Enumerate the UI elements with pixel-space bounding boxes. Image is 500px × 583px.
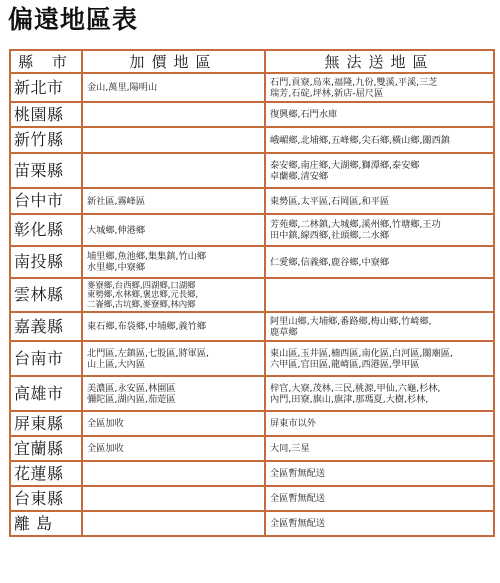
no-delivery-cell: 全區暫無配送	[270, 518, 326, 529]
no-delivery-cell: 屏東市以外	[270, 418, 316, 429]
surcharge-cell: 新社區,霧峰區	[87, 195, 146, 207]
no-delivery-cell: 東山區,玉井區,楠西區,南化區,白河區,關廟區, 六甲區,官田區,龍崎區,西港區,學甲區	[270, 347, 453, 370]
table-row	[10, 188, 494, 214]
county-cell: 彰化縣	[10, 214, 82, 246]
table-row	[10, 511, 494, 536]
no-delivery-cell: 梓官,大寮,茂林,三民,桃源,甲仙,六龜,杉林, 內門,田寮,旗山,旗津,那瑪夏,大樹,杉林,	[270, 382, 441, 405]
county-cell: 新竹縣	[10, 127, 82, 153]
no-delivery-cell: 石門,貢寮,烏來,福隆,九份,雙溪,平溪,三芝 瑞芳,石碇,坪林,新店-屈尺區	[270, 76, 438, 99]
county-cell: 台南市	[10, 341, 82, 376]
surcharge-cell: 北門區,左鎮區,七股區,將軍區, 山上區,大內區	[87, 347, 209, 370]
no-delivery-cell: 阿里山鄉,大埔鄉,番路鄉,梅山鄉,竹崎鄉, 鹿草鄉	[270, 315, 432, 338]
county-cell: 苗栗縣	[10, 153, 82, 188]
table-row	[10, 376, 494, 411]
county-cell: 南投縣	[10, 246, 82, 278]
county-cell: 新北市	[10, 73, 82, 102]
surcharge-cell: 美濃區,永安區,林園區 彌陀區,湖內區,茄萣區	[87, 382, 176, 405]
surcharge-cell: 金山,萬里,陽明山	[87, 82, 158, 93]
table-row	[10, 436, 494, 461]
table-row	[10, 486, 494, 511]
no-delivery-cell: 全區暫無配送	[270, 468, 326, 479]
table-row	[10, 127, 494, 153]
table-row	[10, 214, 494, 246]
surcharge-cell: 大城鄉,伸港鄉	[87, 224, 146, 236]
county-cell: 花蓮縣	[10, 461, 82, 486]
county-cell: 台東縣	[10, 486, 82, 511]
no-delivery-cell: 泰安鄉,南庄鄉,大湖鄉,獅潭鄉,泰安鄉 卓蘭鄉,清安鄉	[270, 159, 420, 182]
page-title: 偏遠地區表	[8, 5, 139, 34]
column-header-no-delivery: 無法送地區	[265, 50, 494, 73]
county-cell: 宜蘭縣	[10, 436, 82, 461]
no-delivery-cell: 大同,三星	[270, 443, 310, 454]
table-row	[10, 246, 494, 278]
table-row	[10, 102, 494, 127]
table-row	[10, 461, 494, 486]
surcharge-cell: 全區加收	[87, 443, 124, 454]
county-cell: 屏東縣	[10, 411, 82, 436]
table-row	[10, 341, 494, 376]
table-row	[10, 411, 494, 436]
county-cell: 嘉義縣	[10, 312, 82, 341]
table-row	[10, 312, 494, 341]
county-cell: 雲林縣	[10, 278, 82, 312]
table-row	[10, 73, 494, 102]
column-header-surcharge: 加價地區	[82, 50, 265, 73]
surcharge-cell: 全區加收	[87, 418, 124, 429]
county-cell: 台中市	[10, 188, 82, 214]
column-header-county: 縣 市	[10, 50, 82, 73]
remote-area-table	[9, 49, 495, 537]
county-cell: 桃園縣	[10, 102, 82, 127]
surcharge-cell: 東石鄉,布袋鄉,中埔鄉,義竹鄉	[87, 321, 207, 332]
no-delivery-cell: 芳苑鄉,二林鎮,大城鄉,溪州鄉,竹塘鄉,王功 田中鎮,線西鄉,社頭鄉,二水鄉	[270, 219, 441, 241]
table-row	[10, 153, 494, 188]
no-delivery-cell: 全區暫無配送	[270, 493, 326, 504]
table-header-row	[10, 50, 494, 73]
table-row	[10, 278, 494, 312]
county-cell: 離 島	[10, 511, 82, 536]
no-delivery-cell: 東勢區,太平區,石岡區,和平區	[270, 195, 390, 207]
surcharge-cell: 麥寮鄉,台西鄉,四湖鄉,口湖鄉 東勢鄉,水林鄉,褒忠鄉,元長鄉, 二崙鄉,古坑鄉,麥寮鄉,林內鄉	[87, 280, 199, 309]
no-delivery-cell: 復興鄉,石門水庫	[270, 109, 338, 120]
no-delivery-cell: 仁愛鄉,信義鄉,鹿谷鄉,中寮鄉	[270, 256, 390, 268]
county-cell: 高雄市	[10, 376, 82, 411]
no-delivery-cell: 峨嵋鄉,北埔鄉,五峰鄉,尖石鄉,橫山鄉,關西鎮	[270, 134, 450, 146]
surcharge-cell: 埔里鄉,魚池鄉,集集鎮,竹山鄉 水里鄉,中寮鄉	[87, 251, 207, 273]
